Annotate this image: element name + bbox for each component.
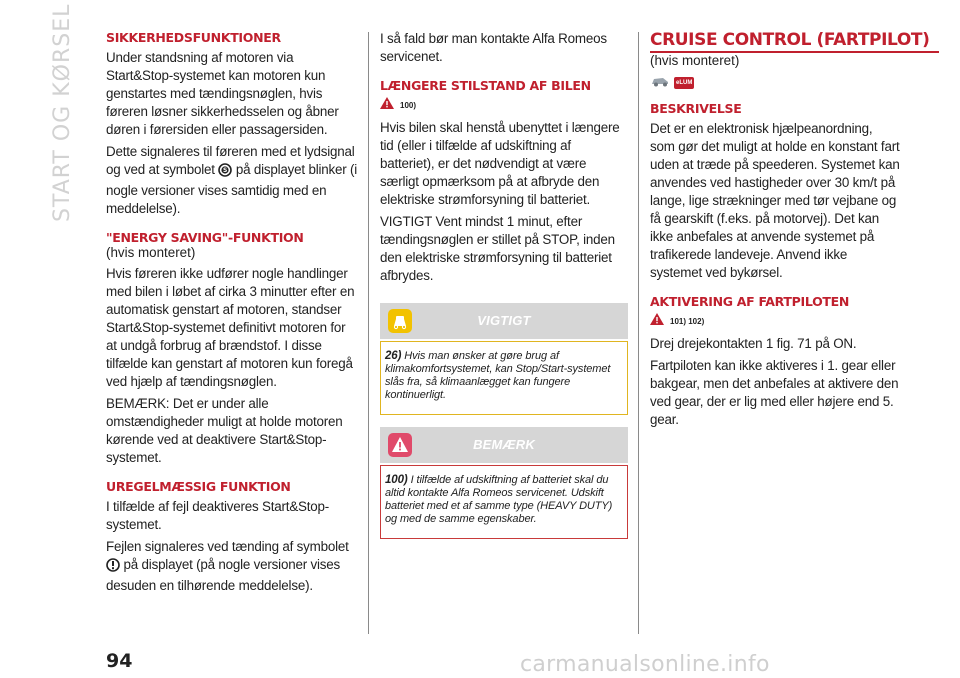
reference-number: 100) — [400, 100, 417, 110]
subtitle: (hvis monteret) — [106, 245, 196, 260]
text: Hvis man ønsker at gøre brug af klimakomfortsystemet, kan Stop/Start-systemet slås fra, så klimaanlægget kan fungere kontinuerligt. — [385, 350, 611, 401]
svg-text:S: S — [223, 167, 228, 175]
text: på displayet blinker (i nogle versioner vises samtidig med en meddelelse). — [106, 162, 358, 216]
paragraph: VIGTIGT Vent mindst 1 minut, efter tændingsnøglen er stillet på STOP, inden den elektriske strømforsyning til batteriet afbrydes. — [380, 214, 615, 283]
paragraph: I tilfælde af fejl deaktiveres Start&Stop-systemet. — [106, 499, 330, 532]
important-box-header — [380, 303, 628, 339]
heading-description: BESKRIVELSE — [650, 101, 742, 116]
chapter-title: START OG KØRSEL — [50, 3, 75, 222]
text: Fejlen signaleres ved tænding af symbolet — [106, 539, 349, 554]
heading-energy-saving: "ENERGY SAVING"-FUNKTION — [106, 230, 304, 245]
car-icon — [650, 74, 670, 92]
section-title-cruise-control: CRUISE CONTROL (FARTPILOT) — [650, 30, 939, 53]
reference-number: 101) 102) — [670, 316, 705, 326]
watermark: carmanualsonline.info — [520, 652, 770, 677]
reference-note — [380, 97, 628, 113]
note-text — [385, 474, 621, 526]
column-2 — [380, 30, 628, 539]
note-label: BEMÆRK — [473, 437, 535, 452]
paragraph: Hvis føreren ikke udfører nogle handlinger med bilen i løbet af cirka 3 minutter efter en automatisk genstart af motoren, standser Start&Stop-systemet definitivt motoren for at undgå forbrug af brændstof. I disse tilfælde kan genstart af motoren kun foregå ved hjælp af tændingsnøglen. — [106, 266, 355, 389]
column-divider — [368, 32, 369, 634]
text: på displayet (på nogle versioner vises desuden en tilhørende meddelelse). — [106, 557, 340, 593]
column-1 — [106, 30, 358, 599]
paragraph — [106, 143, 358, 218]
text: Dette signaleres til føreren med et lydsignal og ved at symbolet — [106, 144, 355, 177]
important-text — [385, 350, 621, 402]
warning-triangle-icon — [650, 312, 664, 330]
paragraph: I så fald bør man kontakte Alfa Romeos servicenet. — [380, 31, 607, 64]
heading-irregular-function: UREGELMÆSSIG FUNKTION — [106, 479, 291, 494]
paragraph: Fartpiloten kan ikke aktiveres i 1. gear eller bakgear, men det anbefales at aktivere den ved gear, der er lig med eller højere end 5. gear. — [650, 358, 899, 427]
note-number: 26) — [385, 350, 402, 362]
paragraph: BEMÆRK: Det er under alle omstændigheder muligt at holde motoren kørende ved at deaktivere Start&Stop-systemet. — [106, 396, 343, 465]
start-stop-warning-icon — [218, 163, 232, 182]
column-3 — [650, 30, 930, 433]
note-box-body — [380, 465, 628, 539]
note-number: 100) — [385, 474, 408, 486]
page-number: 94 — [106, 650, 133, 672]
heading-activation: AKTIVERING AF FARTPILOTEN — [650, 294, 850, 309]
important-label: VIGTIGT — [477, 313, 531, 328]
paragraph: Drej drejekontakten 1 fig. 71 på ON. — [650, 336, 857, 351]
subtitle: (hvis monteret) — [650, 53, 740, 68]
column-divider — [638, 32, 639, 634]
start-stop-fault-icon — [106, 558, 120, 577]
heading-safety-functions: SIKKERHEDSFUNKTIONER — [106, 30, 281, 45]
reference-note — [650, 313, 900, 329]
text: I tilfælde af udskiftning af batteriet skal du altid kontakte Alfa Romeos servicenet. Udskift batteriet med et af samme type (HEAVY DUTY) og med de samme egenskaber. — [385, 474, 613, 525]
important-box-body — [380, 341, 628, 415]
equipment-icons — [650, 75, 900, 91]
paragraph: Hvis bilen skal henstå ubenyttet i længere tid (eller i tilfælde af udskiftning af batteriet), er det nødvendigt at være særligt opmærksom på at afbryde den elektriske strømforsyning til batteriet. — [380, 120, 620, 207]
paragraph — [106, 538, 358, 595]
note-box-header — [380, 427, 628, 463]
paragraph: Under standsning af motoren via Start&Stop-systemet kan motoren kun genstartes med tændingsnøglen, hvis føreren løsner sikkerhedsselen og åbner døren i førersiden eller passagersiden. — [106, 50, 339, 137]
heading-long-standstill: LÆNGERE STILSTAND AF BILEN — [380, 78, 591, 93]
warning-triangle-icon — [380, 96, 394, 114]
lum-badge: eLUM — [674, 77, 694, 89]
paragraph: Det er en elektronisk hjælpeanordning, som gør det muligt at holde en konstant fart uden at træde på speederen. Systemet kan anvendes ved hastigheder over 30 km/t på lange, lige strækninger med tør vejbane og få gearskift (f.eks. på motorvej). Det kan ikke anbefales at anvende systemet på trafikerede landeveje. Anvend ikke systemet ved bykørsel. — [650, 121, 900, 280]
